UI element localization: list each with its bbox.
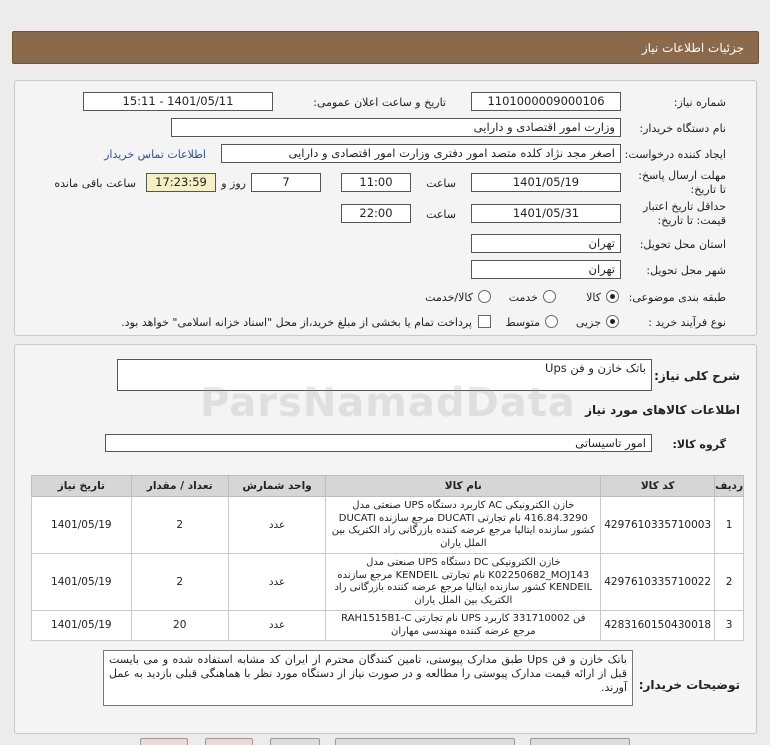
category-option-goods-service: کالا/خدمت	[425, 291, 473, 304]
summary-field: باتک خازن و فن Ups	[117, 359, 652, 391]
creator-field: اصغر مجد نژاد کلده متصد امور دفتری وزارت امور اقتصادی و دارایی	[221, 144, 621, 163]
row-code: 4297610335710022	[601, 554, 715, 611]
validity-date-field: 1401/05/31	[471, 204, 621, 223]
row-date: 1401/05/19	[32, 497, 132, 554]
need-number-label: شماره نیاز:	[673, 96, 726, 109]
row-unit: عدد	[228, 497, 326, 554]
row-qty: 20	[131, 611, 228, 641]
remaining-time-field: 17:23:59	[146, 173, 216, 192]
goods-info-title: اطلاعات کالاهای مورد نیاز	[585, 403, 740, 417]
creator-label: ایجاد کننده درخواست:	[624, 148, 726, 161]
contact-buyer-link[interactable]: اطلاعات تماس خریدار	[104, 148, 206, 161]
deadline-time-field: 11:00	[341, 173, 411, 192]
province-field: تهران	[471, 234, 621, 253]
row-code: 4297610335710003	[601, 497, 715, 554]
col-index-header: ردیف	[715, 476, 744, 497]
col-date-header: تاریخ نیاز	[32, 476, 132, 497]
row-name: فن 331710002 کاربرد UPS نام تجارتی RAH1515B1-C مرجع عرضه کننده مهندسی مهاران	[326, 611, 601, 641]
row-name: خازن الکترونیکی DC دستگاه UPS صنعتی مدل K02250682_MOJ143 نام تجارتی KENDEIL مرجع سازنده KENDEIL کشور سازنده ایتالیا مرجع عرضه کننده بازرگانی راد الکتریک بین الملل یاران	[326, 554, 601, 611]
row-index: 2	[715, 554, 744, 611]
summary-label: شرح کلی نیاز:	[654, 369, 740, 383]
col-unit-header: واحد شمارش	[228, 476, 326, 497]
row-unit: عدد	[228, 611, 326, 641]
row-index: 1	[715, 497, 744, 554]
category-option-service: خدمت	[508, 291, 538, 304]
table-row	[32, 611, 744, 641]
buyer-notes-label: توضیحات خریدار:	[638, 678, 740, 692]
footer-button-2[interactable]	[205, 738, 253, 745]
footer-button-4[interactable]	[335, 738, 515, 745]
treasury-payment-note: پرداخت تمام یا بخشی از مبلغ خرید،از محل "اسناد خزانه اسلامی" خواهد بود.	[121, 316, 472, 329]
city-label: شهر محل تحویل:	[646, 264, 726, 277]
col-name-header: نام کالا	[326, 476, 601, 497]
validity-time-label: ساعت	[426, 208, 456, 221]
row-qty: 2	[131, 497, 228, 554]
deadline-date-field: 1401/05/19	[471, 173, 621, 192]
category-radio-goods[interactable]	[606, 290, 619, 303]
need-details-panel	[14, 80, 757, 336]
footer-button-1[interactable]	[140, 738, 188, 745]
category-label: طبقه بندی موضوعی:	[628, 291, 726, 304]
treasury-payment-checkbox[interactable]	[478, 315, 491, 328]
need-number-field: 1101000009000106	[471, 92, 621, 111]
process-option-medium: متوسط	[505, 316, 540, 329]
page-header	[12, 31, 759, 64]
days-field: 7	[251, 173, 321, 192]
table-row	[32, 497, 744, 554]
row-date: 1401/05/19	[32, 611, 132, 641]
col-code-header: کد کالا	[601, 476, 715, 497]
row-qty: 2	[131, 554, 228, 611]
validity-time-field: 22:00	[341, 204, 411, 223]
days-label: روز و	[221, 177, 246, 190]
category-option-goods: کالا	[586, 291, 601, 304]
buyer-org-label: نام دستگاه خریدار:	[639, 122, 726, 135]
city-field: تهران	[471, 260, 621, 279]
goods-group-field: امور تاسیساتی	[105, 434, 652, 452]
category-radio-goods-service[interactable]	[478, 290, 491, 303]
deadline-time-label: ساعت	[426, 177, 456, 190]
process-option-minor: جزیی	[575, 316, 601, 329]
deadline-label: مهلت ارسال پاسخ: تا تاریخ:	[638, 169, 726, 196]
row-unit: عدد	[228, 554, 326, 611]
footer-button-5[interactable]	[530, 738, 630, 745]
remaining-label: ساعت باقی مانده	[54, 177, 136, 190]
announce-field: 1401/05/11 - 15:11	[83, 92, 273, 111]
validity-label: حداقل تاریخ اعتبار قیمت: تا تاریخ:	[642, 200, 726, 227]
page-title: جزئیات اطلاعات نیاز	[641, 41, 744, 55]
goods-group-label: گروه کالا:	[672, 438, 726, 451]
footer-button-3[interactable]	[270, 738, 320, 745]
row-name: خازن الکترونیکی AC کاربرد دستگاه UPS صنعتی مدل 416.84.3290 نام تجارتی DUCATI مرجع سازنده DUCATI کشور سازنده ایتالیا مرجع عرضه کننده بازرگانی راد الکتریک بین الملل یاران	[326, 497, 601, 554]
table-row	[32, 554, 744, 611]
watermark: ParsNamadData	[200, 380, 576, 426]
goods-table	[31, 475, 744, 641]
goods-table-header-row	[32, 476, 744, 497]
province-label: استان محل تحویل:	[639, 238, 726, 251]
row-date: 1401/05/19	[32, 554, 132, 611]
row-index: 3	[715, 611, 744, 641]
need-summary-panel	[14, 344, 757, 734]
process-label: نوع فرآیند خرید :	[648, 316, 726, 329]
process-radio-minor[interactable]	[606, 315, 619, 328]
col-qty-header: تعداد / مقدار	[131, 476, 228, 497]
row-code: 4283160150430018	[601, 611, 715, 641]
buyer-notes-field: باتک خازن و فن Ups طبق مدارک پیوستی، تامین کنندگان محترم از ایران کد مشابه استفاده شده و می بایست قبل از ارائه قیمت مدارک پیوستی را مطالعه و در صورت نیاز از دستگاه مورد نظر با هماهنگی قبلی بازدید به عمل آورند.	[103, 650, 633, 706]
announce-label: تاریخ و ساعت اعلان عمومی:	[313, 96, 446, 109]
category-radio-service[interactable]	[543, 290, 556, 303]
buyer-org-field: وزارت امور اقتصادی و دارایی	[171, 118, 621, 137]
process-radio-medium[interactable]	[545, 315, 558, 328]
